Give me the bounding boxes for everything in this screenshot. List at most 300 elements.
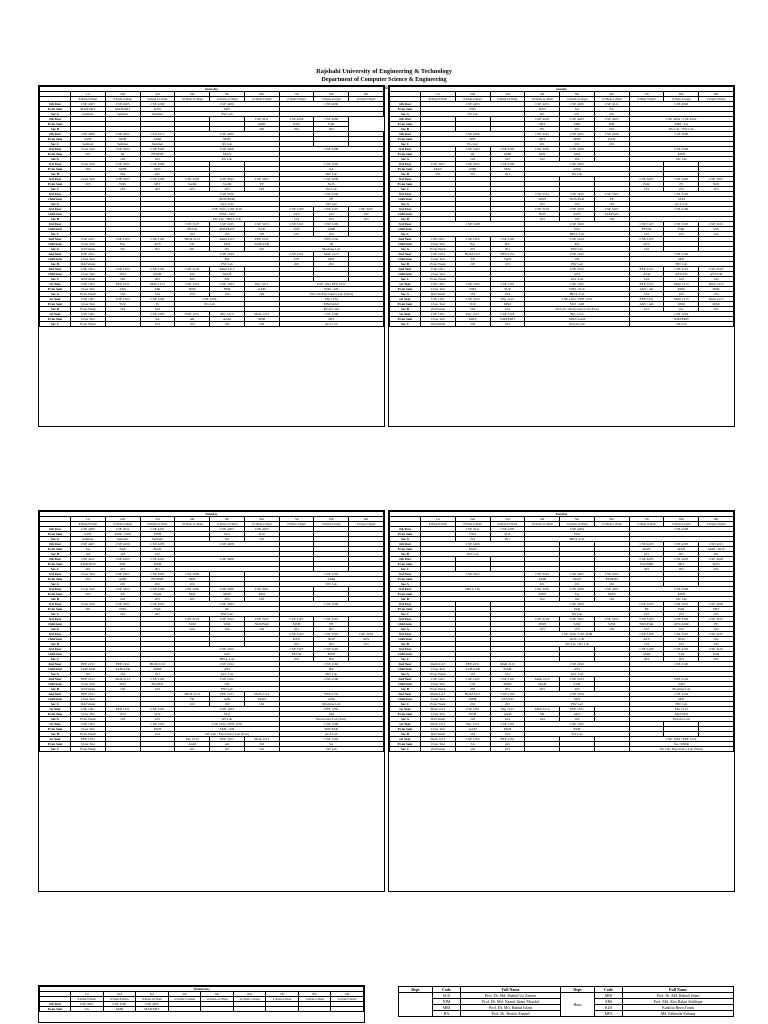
group-label: Odd Sem (40, 667, 71, 672)
class-cell-line: CSE 3205 (105, 162, 140, 167)
class-cell-line: 104 (105, 307, 140, 312)
faculty-code: MFS (595, 1011, 623, 1017)
time-label: 2:30pm-3:20pm (266, 997, 299, 1002)
group-label: Odd Sem (390, 697, 421, 702)
class-cell-line: CSE 3203 (455, 162, 490, 167)
class-cell-line: OS Lab / Electronics Lab (East) (525, 307, 629, 312)
group-label: Sec C (40, 142, 71, 147)
group-label: 2nd Year (40, 267, 71, 272)
class-cell-line: 203 (175, 187, 210, 192)
class-cell-line: CSE 3208 (279, 147, 383, 152)
class-cell-line: SaN (175, 652, 279, 657)
class-cell-line: 201 (560, 582, 595, 587)
group-label: 4th Year (390, 132, 421, 137)
class-cell-line: 201 (210, 247, 245, 252)
class-cell-line: 104 (210, 292, 245, 297)
class-cell-line: Even Week (71, 322, 106, 327)
class-cell-line: SUZ (490, 532, 525, 537)
class-cell-line: 202 (71, 167, 106, 172)
class-cell-line: CSE 2100 (629, 252, 733, 257)
class-cell-line: SZM (629, 197, 733, 202)
class-cell-line: PG Lab (175, 302, 245, 307)
class-cell-line: CSE 3103 (594, 617, 629, 622)
group-label: Even Sem (40, 1007, 71, 1012)
class-cell-line: HW Lab (525, 702, 629, 707)
class-cell-line (266, 1007, 299, 1012)
class-cell-line: AKS / AK (629, 302, 664, 307)
class-cell-line: 201 (175, 247, 210, 252)
class-cell-line: CSE 2103 (699, 267, 734, 272)
class-cell-line: CSE 4205 (560, 102, 595, 107)
class-cell-line: Math 1213 (699, 282, 734, 287)
class-cell-line: EEE 1251 (105, 282, 140, 287)
class-cell-line: CSE 1201 (421, 297, 456, 302)
class-cell-line: SaN (525, 227, 629, 232)
class-cell-line: MSH (629, 152, 733, 157)
class-cell-line: OS Lab (175, 717, 279, 722)
class-cell-line: 203 (664, 657, 699, 662)
group-label: Sec A (40, 292, 71, 297)
group-label: 3rd Year (390, 177, 421, 182)
class-cell-line (525, 747, 560, 752)
class-cell-line: CSE 4201 (71, 542, 106, 547)
class-cell-line: MNZ/AKZ (279, 302, 383, 307)
class-cell-line: 104 (664, 277, 699, 282)
class-cell-line: Odd Week (71, 702, 106, 707)
group-label: Odd Sem (390, 242, 421, 247)
class-cell-line: NIM (175, 287, 210, 292)
class-cell-line: CSE 2101 (421, 677, 456, 682)
class-cell-line: 101 (210, 537, 245, 542)
group-label: Sec A (40, 157, 71, 162)
class-cell-line: HW Lab (175, 687, 279, 692)
class-cell-line: FAR (525, 607, 629, 612)
group-label: 3rd Year (390, 602, 421, 607)
class-cell-line: 102 (629, 247, 664, 252)
class-cell-line: UD (279, 257, 314, 262)
class-cell-line: HW Lab (175, 612, 279, 617)
class-cell-line: Class Test (71, 742, 106, 747)
class-cell-line: MSR (699, 302, 734, 307)
class-cell-line: Math 1213 (421, 722, 456, 727)
class-cell-line: AMR (490, 152, 525, 157)
class-cell-line: MAN (560, 577, 595, 582)
group-label: Sec B (390, 597, 421, 602)
class-cell-line: 103 (664, 612, 699, 617)
class-cell-line: 203 (140, 597, 175, 602)
time-label: 12:30pm-1:20pm (244, 97, 279, 102)
group-label: Even Sem (40, 607, 71, 612)
class-cell-line: 103 (490, 747, 525, 752)
group-label: Even Sem (40, 547, 71, 552)
class-cell-line: AK (490, 742, 525, 747)
class-cell-line: Math 1213 (525, 707, 560, 712)
time-label: 3:20pm-4:10pm (664, 97, 699, 102)
class-cell-line: 201 (105, 247, 140, 252)
class-cell-line: 201 (664, 552, 699, 557)
class-cell-line: Math 1213 (421, 707, 456, 712)
faculty-code: ARS (595, 999, 623, 1005)
class-cell-line: MAN (421, 547, 525, 552)
group-label: 2nd Year (40, 662, 71, 667)
class-cell-line: FP (314, 622, 349, 627)
class-cell-line: Math 2113 (490, 662, 525, 667)
class-cell-line: SA (140, 317, 175, 322)
class-cell-line: CSE 3205 (664, 177, 699, 182)
class-cell-line: CSE 4205 (140, 542, 175, 547)
class-cell-line: MAH (244, 697, 279, 702)
class-cell-line: MAN (421, 167, 456, 172)
class-cell-line: 201 (421, 172, 456, 177)
class-cell-line: CSE 4203 (244, 527, 279, 532)
class-cell-line: CSE 3204 (279, 162, 383, 167)
class-cell-line: 103 (244, 322, 279, 327)
class-cell-line: 103 (455, 747, 490, 752)
day-panel-wednesday (38, 985, 365, 1023)
class-cell-line: KZN (71, 137, 106, 142)
class-cell-line: MAH (525, 682, 560, 687)
group-label: Sec A (390, 112, 421, 117)
class-cell-line: ACL Lab (279, 322, 383, 327)
class-cell-line: Math 2113 (105, 677, 140, 682)
class-cell-line: MIT (175, 107, 279, 112)
class-cell-line: HUM 2113 (455, 692, 490, 697)
group-label: Odd Sem (40, 242, 71, 247)
group-label: Sec C (390, 277, 421, 282)
class-cell-line: CSE 3201 (140, 602, 175, 607)
group-label: 3rd Year (40, 587, 71, 592)
class-cell-line: Seminar (71, 537, 106, 542)
class-cell-line: 104 (210, 627, 245, 632)
class-cell-line: CSE 2100 (279, 677, 383, 682)
class-cell-line: 201 (71, 567, 106, 572)
group-label: 4th Year (390, 542, 421, 547)
period-label: 5th (560, 92, 595, 97)
group-label: Even Sem (40, 302, 71, 307)
group-label: 3rd Year (390, 147, 421, 152)
class-cell-line: CSE 4201 (525, 102, 560, 107)
group-subrow (390, 322, 734, 327)
group-label: Odd Sem (390, 682, 421, 687)
time-label: 3:20pm-4:10pm (298, 997, 331, 1002)
class-cell-line: AAM (175, 742, 210, 747)
group-label: Sec B (390, 307, 421, 312)
class-cell-line: 103 (560, 627, 595, 632)
class-cell-line: 104 (664, 642, 699, 647)
time-label: 10:50am-11:40am (525, 97, 560, 102)
group-subrow (40, 722, 384, 727)
class-cell-line: CSE 4204 / CSE 4202 (629, 117, 733, 122)
class-cell-line: MNZ/AAM (525, 317, 629, 322)
group-label: Odd Sem (40, 682, 71, 687)
class-cell-line: Math 1213 (421, 737, 456, 742)
class-cell-line: CSE 2101 (71, 252, 106, 257)
class-cell-line: NIM / SUZ (525, 287, 629, 292)
class-cell-line: MIT (699, 607, 734, 612)
class-cell-line: 102 (140, 157, 175, 162)
class-cell-line: ACL Lab (175, 672, 279, 677)
class-cell-line: EEE 2151 (455, 662, 490, 667)
class-cell-line: 103 (629, 612, 664, 617)
group-label: Sec C (390, 232, 421, 237)
class-cell-line: CSE 3102 (525, 222, 629, 227)
class-cell-line: MZI (490, 167, 525, 172)
class-cell-line: Math 1213 (664, 297, 699, 302)
class-cell-line: CSE 4201 (140, 557, 175, 562)
class-cell-line: MZI (629, 697, 733, 702)
group-label: Sec A (390, 717, 421, 722)
class-cell-line: 202 (699, 567, 734, 572)
class-cell-line: CSE 4209 (314, 117, 349, 122)
class-cell-line: 203 (71, 182, 106, 187)
group-label: 1st Year (390, 737, 421, 742)
period-label: 2nd (455, 517, 490, 522)
class-cell-line: AAM (210, 317, 245, 322)
group-label: Sec A (40, 627, 71, 632)
class-cell-line: SAH/AZR (244, 242, 279, 247)
class-cell-line: BA (455, 242, 490, 247)
class-cell-line: MI (244, 742, 279, 747)
class-cell-line: MAH (140, 272, 175, 277)
class-cell-line: MSH (525, 592, 560, 597)
class-cell-line: CSE 3207 (421, 162, 456, 167)
class-cell-line: CSE 4205 (105, 557, 140, 562)
class-cell-line: 102 (699, 627, 734, 632)
group-label: 3rd Year (40, 222, 71, 227)
class-cell-line: Even Week (421, 247, 456, 252)
class-cell-line: MZI (629, 257, 733, 262)
class-cell-line: HUM 2113 (140, 662, 175, 667)
group-label: 3rd Year (40, 617, 71, 622)
class-cell-line: SUZ/MRI (629, 562, 664, 567)
class-cell-line: Class Test (421, 667, 456, 672)
class-cell-line: CSE 2103 (560, 677, 595, 682)
period-label: 9th (349, 92, 384, 97)
class-cell-line: 104 (699, 642, 734, 647)
group-label: 3rd Year (40, 207, 71, 212)
class-cell-line: EEE 2152 (279, 237, 383, 242)
class-cell-line: EEE 1251 (71, 737, 106, 742)
group-label: Sec B (390, 552, 421, 557)
group-label: Sec B (40, 172, 71, 177)
group-label: Sec C (390, 322, 421, 327)
class-cell-line: 201 (455, 247, 490, 252)
period-label: 5th (201, 992, 234, 997)
class-cell-line: CSE 1201 (455, 707, 490, 712)
faculty-header-cell: Dept (561, 987, 595, 993)
faculty-full-name: Prof. Dr. Md. Shahid Uz Zaman (461, 993, 561, 999)
group-label: 4th Year (40, 557, 71, 562)
class-cell-line: 104 (455, 307, 490, 312)
period-label: 2nd (105, 517, 140, 522)
class-cell-line: SA (560, 107, 595, 112)
class-cell-line: AMR (105, 577, 140, 582)
class-cell-line: CSE 2104 (525, 237, 629, 242)
class-cell-line: HPCL Lab (525, 537, 629, 542)
faculty-full-name: Prof. Dr. Md. Rabiul Islam (461, 1005, 561, 1011)
class-cell-line: ACL Lab (525, 277, 629, 282)
class-cell-line: 104 (105, 687, 140, 692)
period-label: 7th (266, 992, 299, 997)
class-cell-line: MIT (525, 122, 560, 127)
class-cell-line: Seminar (140, 142, 175, 147)
day-name: Saturday (40, 87, 384, 92)
group-label: Odd Sem (40, 637, 71, 642)
class-cell-line: SUZ (490, 287, 525, 292)
period-label: 9th (699, 92, 734, 97)
class-cell-line: NOS / UD (525, 637, 629, 642)
class-cell-line: NOS (525, 212, 560, 217)
time-label: 8:50am-9:40am (455, 97, 490, 102)
class-cell-line: CSE 2105 (629, 237, 664, 242)
class-cell-line: CSE 4203 (490, 527, 525, 532)
class-cell-line: CSE 3105 (629, 617, 664, 622)
class-cell-line: FAR (629, 182, 664, 187)
class-cell-line: CSE 4205 (71, 102, 106, 107)
class-cell-line: MZI (525, 152, 560, 157)
class-cell-line: Seminar (105, 537, 140, 542)
class-cell-line: UD (699, 637, 734, 642)
class-cell-line: CSE 3105 (314, 632, 349, 637)
class-cell-line: CSE 2104 (525, 692, 629, 697)
class-cell-line: Math 2113 (244, 692, 279, 697)
class-cell-line: CSE 3109 (349, 632, 384, 637)
day-panel-monday (38, 510, 385, 892)
group-label: Sec A (40, 112, 71, 117)
class-cell-line: CSE 4203 (421, 102, 525, 107)
group-label: Sec A (40, 717, 71, 722)
class-cell-line: CSE 3102 (175, 647, 279, 652)
class-cell-line: CSE 1202 (525, 282, 629, 287)
class-cell-line: CSE 3100 (279, 192, 383, 197)
class-cell-line: AK (175, 317, 210, 322)
period-label: 9th (699, 517, 734, 522)
group-label: Sec C (40, 232, 71, 237)
class-cell-line: Phy 1213 (455, 312, 490, 317)
period-label: 4th (168, 992, 201, 997)
group-label: Odd Sem (40, 652, 71, 657)
class-cell-line: 203 (244, 187, 279, 192)
class-cell-line: 102 (455, 157, 490, 162)
class-cell-line: 201 (594, 127, 629, 132)
group-label: Sec C (390, 187, 421, 192)
class-cell-line: Class Test (421, 682, 456, 687)
class-cell-line: 103 (629, 187, 664, 192)
group-label: Odd Sem (390, 257, 421, 262)
class-cell-line: 103 (455, 322, 490, 327)
day-panel-tuesday (388, 510, 735, 892)
group-label: Odd Sem (40, 227, 71, 232)
class-cell-line: Math 2113 (210, 237, 245, 242)
class-cell-line: AAM (244, 287, 279, 292)
class-cell-line: AYS/UD (699, 272, 734, 277)
class-cell-line: Math 1213 (664, 282, 699, 287)
time-label: 8:50am-9:40am (105, 522, 140, 527)
class-cell-line: NIM / AM (279, 287, 383, 292)
group-label: 3rd Year (40, 632, 71, 637)
class-cell-line: 202 (105, 582, 140, 587)
class-cell-line: EEE 2151 (629, 267, 664, 272)
faculty-code: BA (433, 1011, 461, 1017)
class-cell-line: 101 (455, 672, 490, 677)
class-cell-line: IR (279, 242, 383, 247)
class-cell-line: CSE 4209 (279, 117, 314, 122)
day-name: Wednesday (40, 987, 364, 992)
class-cell-line: Physics Lab (629, 717, 733, 722)
time-label: 11:40am-12:30pm (560, 97, 595, 102)
class-cell-line: CSE 2103 (175, 267, 210, 272)
class-cell-line: MZI (140, 167, 175, 172)
class-cell-line: 202 (71, 577, 106, 582)
group-label: Sec C (40, 322, 71, 327)
class-cell-line: CSE 1204 (175, 297, 245, 302)
class-cell-line: Class Test (71, 712, 106, 717)
class-cell-line: Math 2113 (421, 662, 456, 667)
group-label: Sec C (40, 187, 71, 192)
class-cell-line: FP (594, 197, 629, 202)
class-cell-line: CSE 3205 (140, 147, 175, 152)
class-cell-line: EEE 1252 (279, 707, 383, 712)
class-cell-line: 102 (699, 232, 734, 237)
class-cell-line: MAN (175, 152, 279, 157)
group-label: 2nd Year (40, 252, 71, 257)
class-cell-line: CSE 4208 (175, 557, 279, 562)
class-cell-line: 103 (560, 217, 595, 222)
class-cell-line: CSE 4000 (629, 102, 733, 107)
class-cell-line: 201 (490, 172, 525, 177)
class-cell-line: CSE 1203 (455, 297, 490, 302)
class-cell-line: CSE 1208 (279, 722, 383, 727)
class-cell-line: CSE 3201 (525, 572, 560, 577)
class-cell-line: 103 (525, 627, 560, 632)
class-cell-line: CSE 2101 (664, 267, 699, 272)
class-cell-line: 201 (314, 627, 349, 632)
group-label: Even Sem (40, 532, 71, 537)
class-cell-line: CSE 4209 (699, 557, 734, 562)
class-cell-line: Odd Week (421, 717, 456, 722)
class-cell-line: 202 (140, 172, 175, 177)
class-cell-line: EEE 2151 (210, 692, 245, 697)
group-label: 2nd Year (390, 267, 421, 272)
class-cell-line: UD (175, 682, 279, 687)
class-cell-line: SW Lab / PG Lab (525, 642, 629, 647)
class-cell-line: 104 (699, 292, 734, 297)
class-cell-line: Machine Lab (279, 702, 383, 707)
class-cell-line: AMR (525, 577, 560, 582)
class-cell-line: CSE 4000 (629, 132, 733, 137)
time-label: 9:40am-10:30am (136, 997, 169, 1002)
class-cell-line: CSE 1201 (140, 722, 175, 727)
class-cell-line: SZM (210, 622, 245, 627)
class-cell-line: FAR (279, 122, 314, 127)
class-cell-line: NOS (421, 107, 525, 112)
class-cell-line: NOS (664, 637, 699, 642)
class-cell-line: MSR (664, 287, 699, 292)
period-label: 1st (421, 92, 456, 97)
group-label: Even Sem (390, 137, 421, 142)
class-cell-line: SA (71, 1007, 104, 1012)
class-cell-line: UD (314, 212, 349, 217)
class-cell-line: MSH (175, 137, 279, 142)
class-cell-line: 202 (210, 277, 245, 282)
class-cell-line: CSE 3103 (525, 617, 560, 622)
group-label: Sec B (40, 732, 71, 737)
class-cell-line: MSH (525, 622, 560, 627)
class-cell-line: MSH (314, 652, 349, 657)
class-cell-line: CSE 3205 (140, 572, 175, 577)
class-cell-line: MMP (140, 667, 175, 672)
class-cell-line: NIM/EKH (629, 317, 733, 322)
